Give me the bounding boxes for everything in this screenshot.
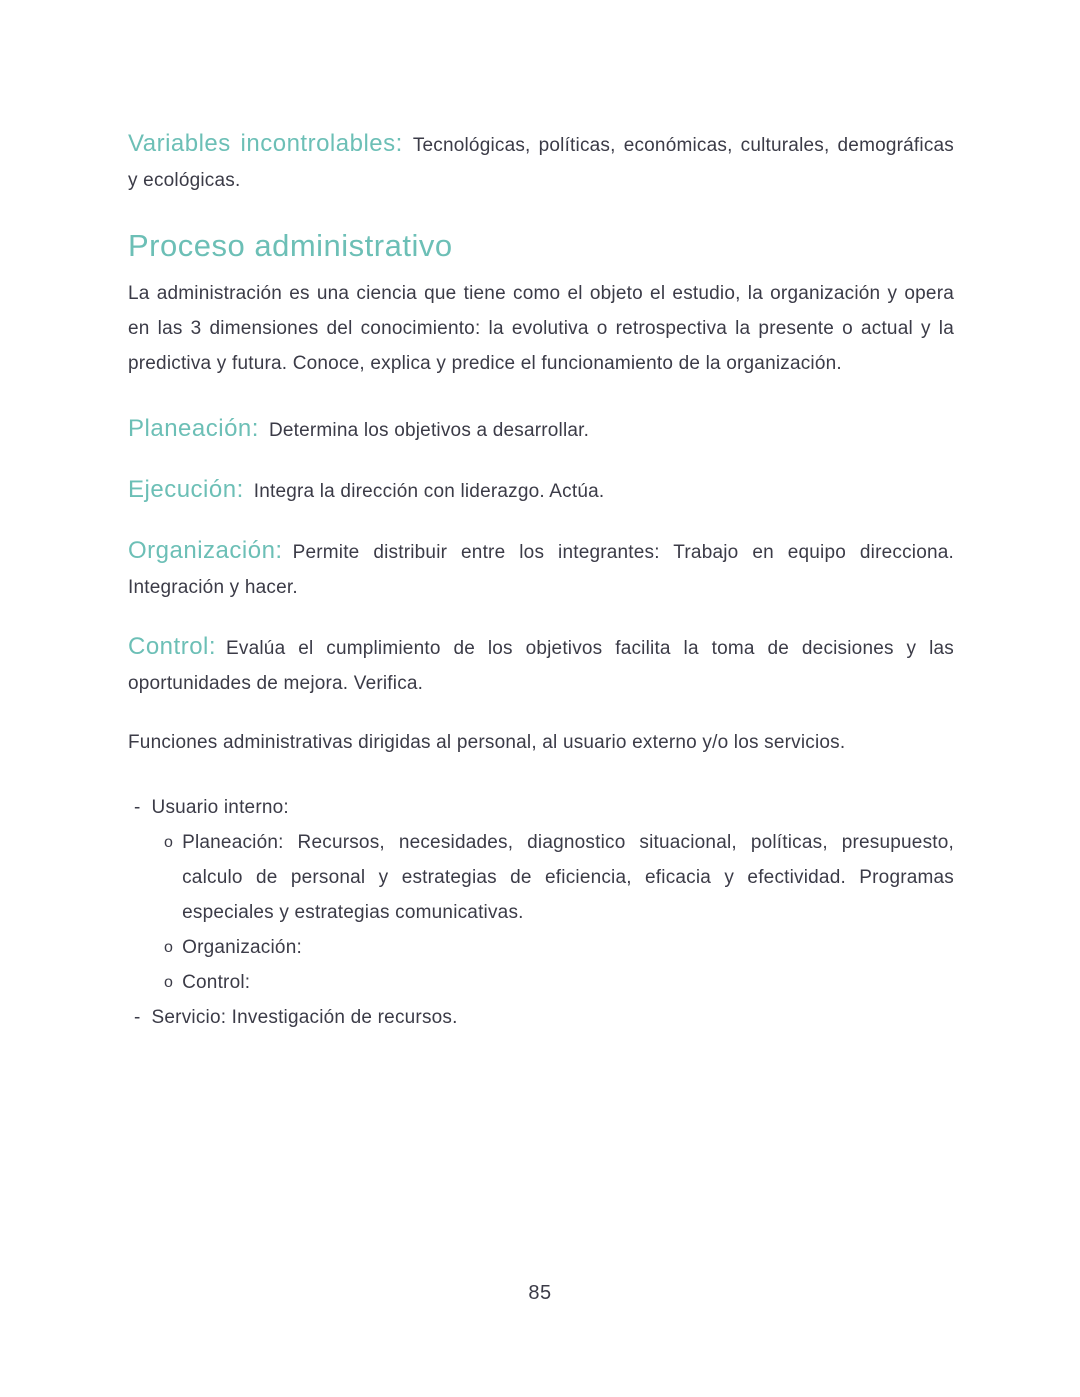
paragraph-process-intro: La administración es una ciencia que tiene como el objeto el estudio, la organización y opera en las 3 dimensiones del conocimiento: la evolutiva o retrospectiva la presente o actual y la predictiva y futura. Conoce, explica y predice el funcionamiento de la organización.	[128, 283, 954, 374]
sublist-item-control	[164, 965, 954, 1000]
paragraph-control	[128, 629, 954, 701]
sublist-item-text: Planeación: Recursos, necesidades, diagnostico situacional, políticas, presupuesto, calculo de personal y estrategias de eficiencia, eficacia y efectividad. Programas especiales y estrategias comunicativas.	[182, 832, 954, 923]
list-item-usuario-interno	[134, 790, 954, 825]
paragraph-variables-incontrolables	[128, 126, 954, 198]
term-lead-planeacion: Planeación:	[128, 415, 259, 442]
paragraph-planeacion	[128, 411, 954, 448]
paragraph-ejecucion	[128, 472, 954, 509]
term-lead-organizacion: Organización:	[128, 537, 283, 564]
term-lead-control: Control:	[128, 633, 217, 660]
paragraph-text-variables: Tecnológicas, políticas, económicas, culturales, demográficas y ecológicas.	[128, 135, 954, 191]
term-text-organizacion: Permite distribuir entre los integrantes: Trabajo en equipo direcciona. Integración y hacer.	[128, 542, 954, 598]
sublist-item-text: Organización:	[182, 937, 302, 958]
bullet-list	[128, 790, 954, 1035]
dash-bullet-marker: -	[134, 1007, 141, 1028]
circle-bullet-marker: o	[164, 939, 174, 956]
list-item-servicio	[134, 1000, 954, 1035]
circle-bullet-marker: o	[164, 834, 174, 851]
dash-bullet-marker: -	[134, 797, 141, 818]
circle-bullet-marker: o	[164, 974, 174, 991]
paragraph-lead-variables: Variables incontrolables:	[128, 130, 403, 157]
sublist-item-organizacion	[164, 930, 954, 965]
list-item-label: Usuario interno:	[151, 797, 289, 818]
page-number: 85	[528, 1282, 552, 1304]
sublist-item-text: Control:	[182, 972, 251, 993]
section-heading-proceso-administrativo: Proceso administrativo	[128, 228, 453, 263]
term-text-control: Evalúa el cumplimiento de los objetivos facilita la toma de decisiones y las oportunidades de mejora. Verifica.	[128, 638, 954, 694]
sublist-item-planeacion	[164, 825, 954, 930]
paragraph-funciones: Funciones administrativas dirigidas al personal, al usuario externo y/o los servicios.	[128, 732, 846, 753]
term-text-ejecucion: Integra la dirección con liderazgo. Actúa.	[253, 481, 605, 502]
list-item-label: Servicio: Investigación de recursos.	[151, 1007, 458, 1028]
paragraph-organizacion	[128, 533, 954, 605]
term-text-planeacion: Determina los objetivos a desarrollar.	[268, 420, 590, 441]
term-lead-ejecucion: Ejecución:	[128, 476, 244, 503]
